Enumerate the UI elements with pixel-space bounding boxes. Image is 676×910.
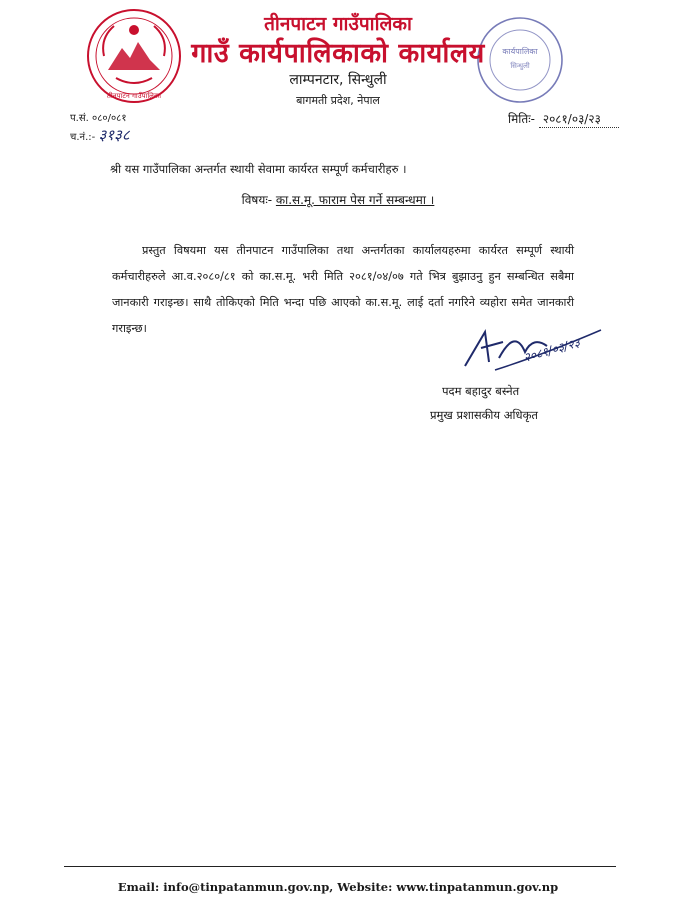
- office-name: गाउँ कार्यपालिकाको कार्यालय: [191, 38, 485, 69]
- date-value: २०८१/०३/२३: [539, 110, 619, 128]
- footer-contact: Email: info@tinpatanmun.gov.np, Website: www.tinpatanmun.gov.np: [117, 880, 559, 894]
- svg-text:सिन्धुली: सिन्धुली: [510, 62, 530, 70]
- subject-label: विषयः-: [241, 193, 273, 207]
- signatory-designation: प्रमुख प्रशासकीय अधिकृत: [430, 408, 538, 422]
- municipality-name: तीनपाटन गाउँपालिका: [264, 13, 412, 35]
- addressee: श्री यस गाउँपालिका अन्तर्गत स्थायी सेवामा कार्यरत सम्पूर्ण कर्मचारीहरु ।: [110, 162, 407, 176]
- subject-text: का.स.मू. फाराम पेस गर्ने सम्बन्धमा ।: [275, 193, 435, 207]
- office-province: बागमती प्रदेश, नेपाल: [296, 94, 380, 107]
- letter-number-label: प.सं.: [70, 113, 89, 124]
- letter-number-value: ०८०/०८१: [92, 113, 127, 124]
- office-location: लाम्पनटार, सिन्धुली: [289, 72, 387, 88]
- dispatch-number: [70, 125, 130, 145]
- dispatch-number-label: च.नं.:-: [70, 132, 96, 143]
- signature-icon: [455, 318, 605, 378]
- date-label: मितिः-: [508, 112, 535, 126]
- subject-line: [0, 191, 676, 208]
- letter-number: [70, 110, 127, 124]
- letter-body: प्रस्तुत विषयमा यस तीनपाटन गाउँपालिका तथा अन्तर्गतका कार्यालयहरुमा कार्यरत सम्पूर्ण स्थायी कर्मचारीहरुले आ.व.२०८०/८१ को का.स.मू. भरी मिति २०८१/०४/०७ गते भित्र बुझाउनु हुन सम्बन्धित सबैमा जानकारी गराइन्छ। साथै तोकिएको मिति भन्दा पछि आएको का.स.मू. लाई दर्ता नगरिने व्यहोरा समेत जानकारी गराइन्छ।: [112, 244, 574, 335]
- signatory-name: पदम बहादुर बस्नेत: [442, 384, 520, 398]
- footer-divider: [64, 866, 616, 867]
- letter-date: [508, 110, 619, 128]
- svg-text:तीनपाटन गाउँपालिका: तीनपाटन गाउँपालिका: [106, 92, 162, 100]
- svg-text:कार्यपालिका: कार्यपालिका: [502, 47, 538, 56]
- signature-date-note: २०८१/०३/२३: [521, 335, 582, 365]
- dispatch-number-value: ३१३८: [98, 126, 130, 144]
